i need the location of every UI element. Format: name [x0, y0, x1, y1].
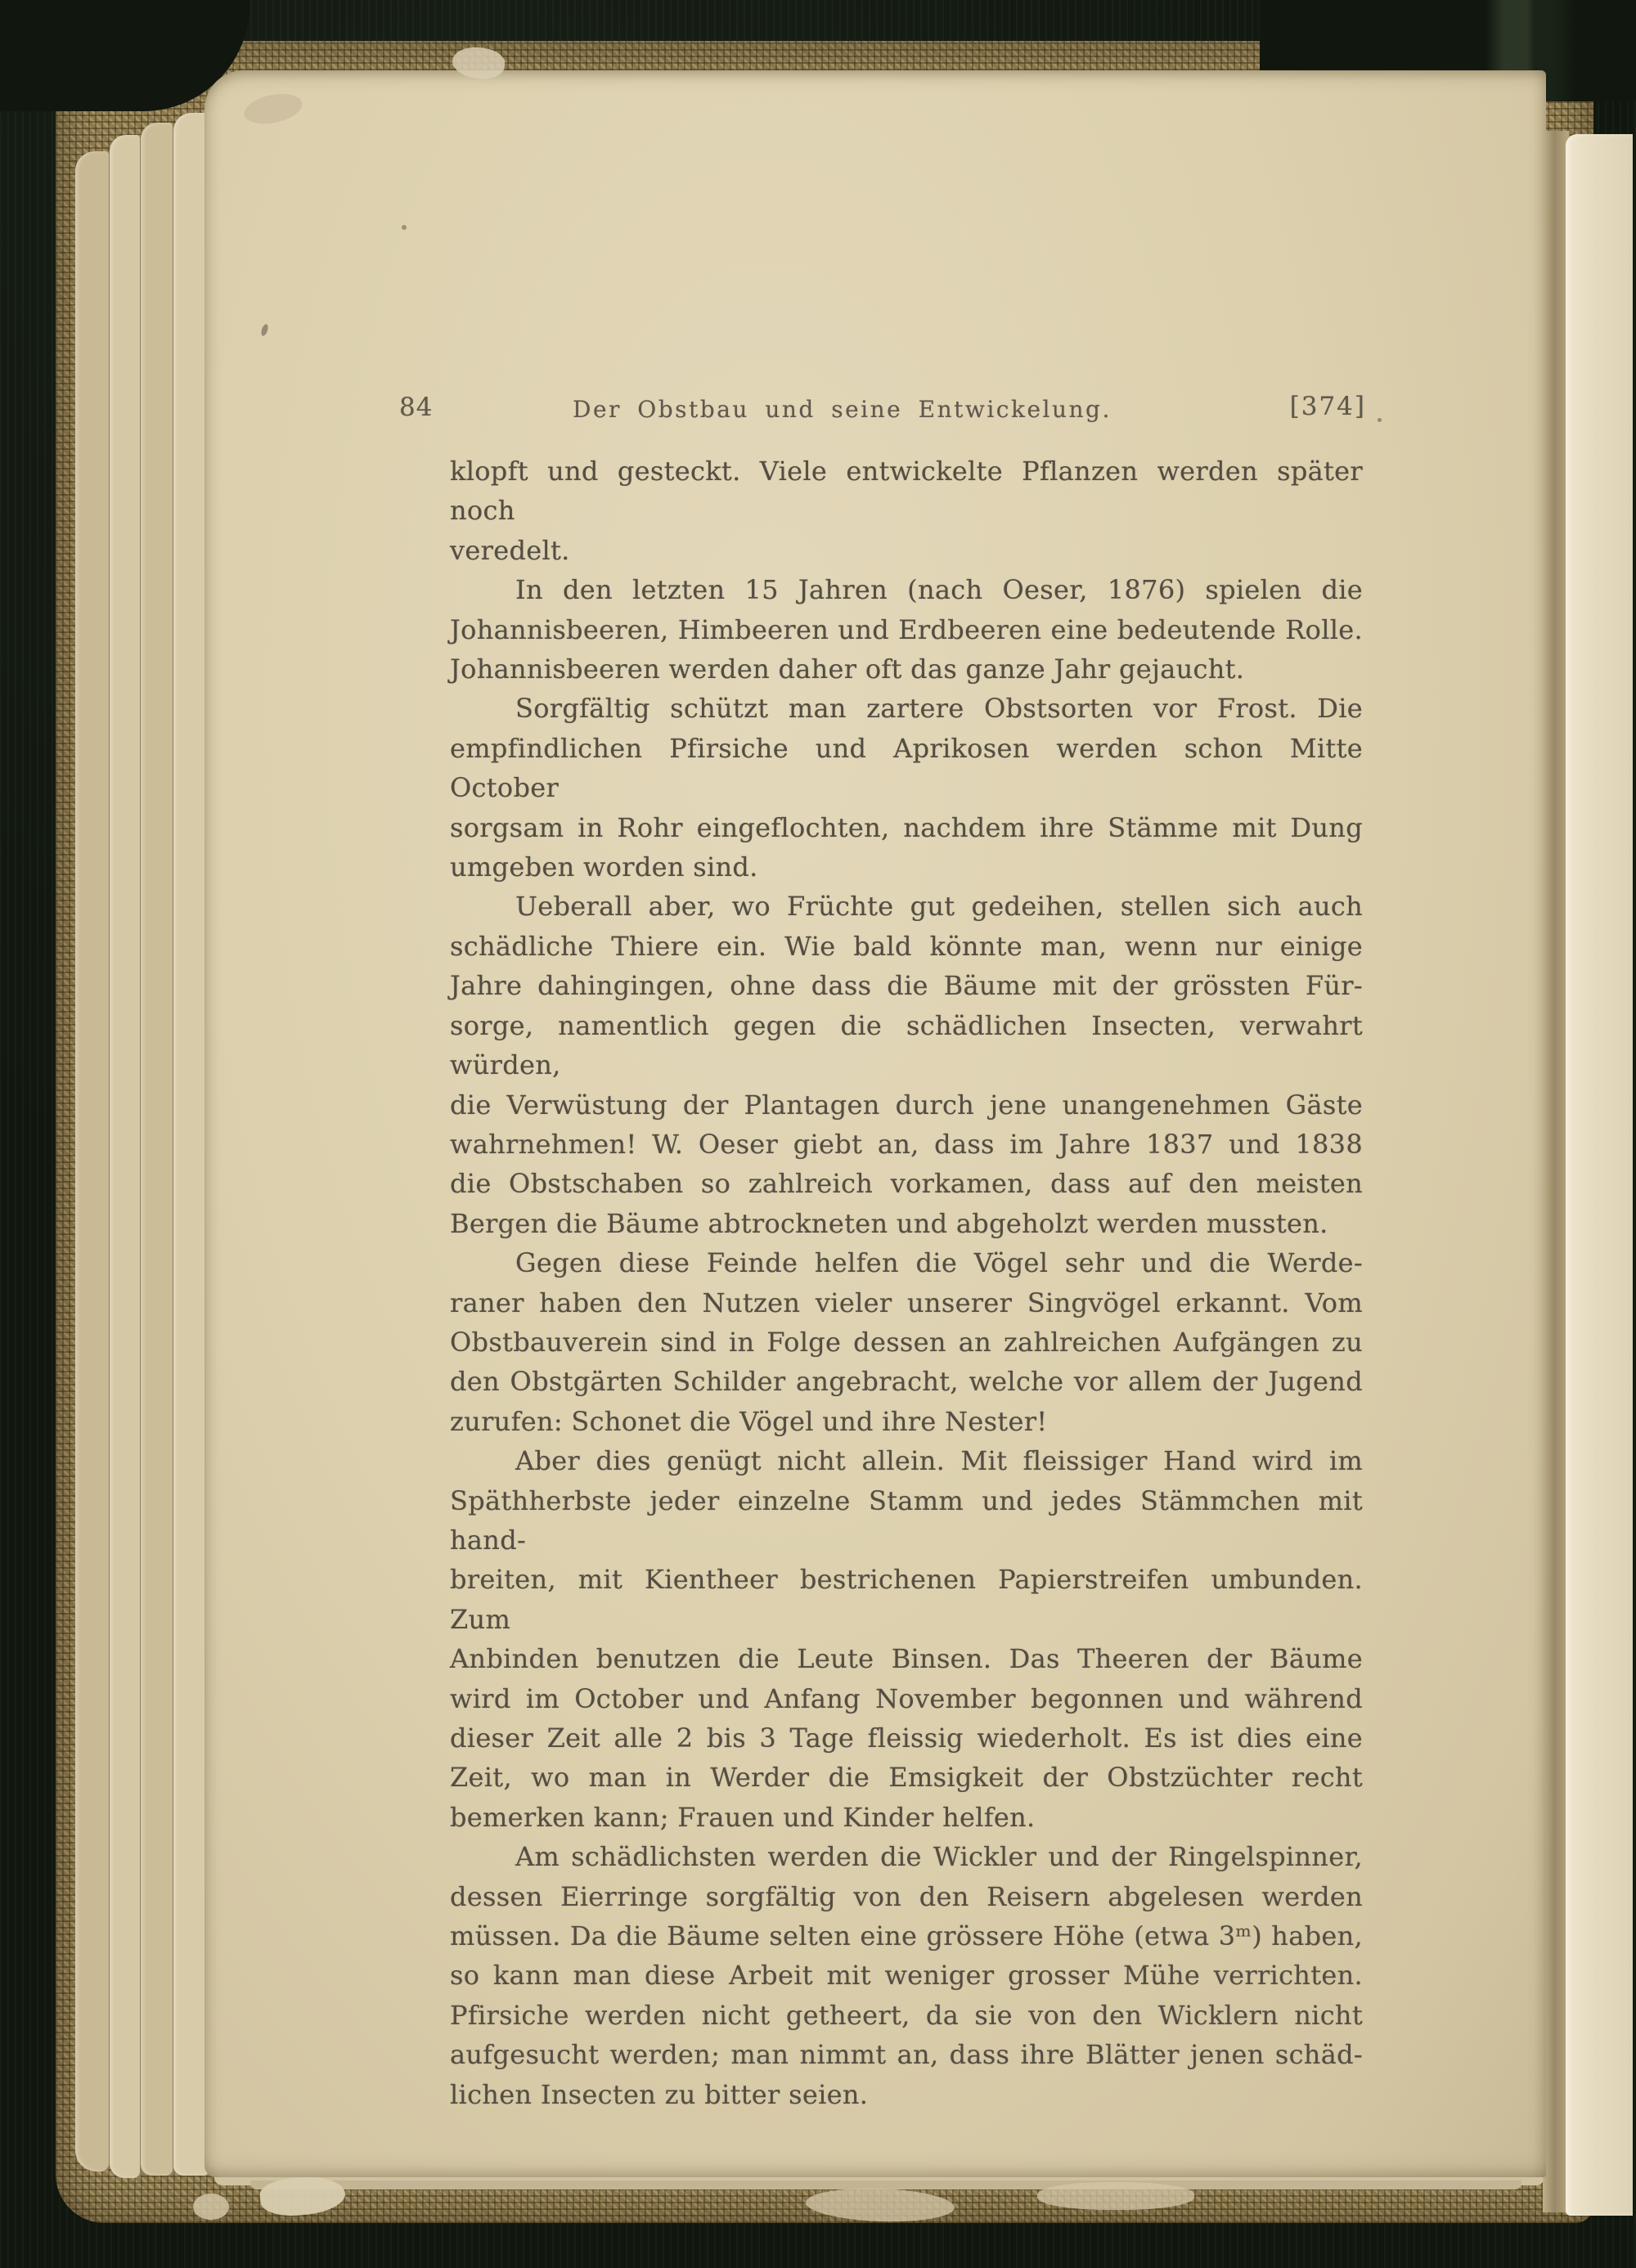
text-line: empfindlichen Pfirsiche und Aprikosen werden schon Mitte October	[450, 732, 1363, 804]
bracket-folio-number: [374]	[1289, 392, 1366, 421]
text-line: Gegen diese Feinde helfen die Vögel sehr und die Werde-	[515, 1247, 1363, 1279]
body-text	[450, 451, 1363, 2114]
text-line: Pfirsiche werden nicht getheert, da sie von den Wicklern nicht	[450, 1999, 1363, 2031]
text-line: wahrnehmen! W. Oeser giebt an, dass im Jahre 1837 und 1838	[450, 1128, 1363, 1160]
running-title: Der Obstbau und seine Entwickelung.	[573, 396, 1112, 423]
text-line: bemerken kann; Frauen und Kinder helfen.	[450, 1801, 1036, 1833]
text-line: umgeben worden sind.	[450, 851, 758, 883]
text-line: veredelt.	[450, 534, 570, 566]
text-line: Bergen die Bäume abtrockneten und abgeholzt werden mussten.	[450, 1207, 1328, 1239]
text-line: raner haben den Nutzen vieler unserer Singvögel erkannt. Vom	[450, 1287, 1363, 1318]
paper-fleck	[193, 2194, 229, 2220]
text-line: müssen. Da die Bäume selten eine grössere Höhe (etwa 3ᵐ) haben,	[450, 1920, 1363, 1952]
text-line: die Obstschaben so zahlreich vorkamen, dass auf den meisten	[450, 1168, 1363, 1200]
text-line: Ueberall aber, wo Früchte gut gedeihen, stellen sich auch	[515, 891, 1363, 923]
text-line: dieser Zeit alle 2 bis 3 Tage fleissig wiederholt. Es ist dies eine	[450, 1722, 1363, 1754]
text-line: schädliche Thiere ein. Wie bald könnte man, wenn nur einige	[450, 930, 1363, 962]
page-stack-edge	[141, 123, 175, 2176]
text-line: sorge, namentlich gegen die schädlichen Insecten, verwahrt würden,	[450, 1009, 1363, 1081]
text-line: Jahre dahingingen, ohne dass die Bäume mit der grössten Für-	[450, 970, 1363, 1002]
text-line: die Verwüstung der Plantagen durch jene unangenehmen Gäste	[450, 1089, 1363, 1121]
page-stack-edge	[75, 151, 111, 2171]
text-line: Zeit, wo man in Werder die Emsigkeit der Obstzüchter recht	[450, 1762, 1363, 1794]
text-line: wird im October und Anfang November begonnen und während	[450, 1682, 1363, 1714]
text-line: lichen Insecten zu bitter seien.	[450, 2078, 869, 2110]
text-line: Späthherbste jeder einzelne Stamm und jedes Stämmchen mit hand-	[450, 1484, 1363, 1556]
ink-speck	[1378, 418, 1382, 422]
text-line: Johannisbeeren, Himbeeren und Erdbeeren eine bedeutende Rolle.	[450, 613, 1363, 645]
paper-fleck	[1037, 2182, 1194, 2210]
ink-speck	[402, 225, 407, 230]
text-line: breiten, mit Kientheer bestrichenen Papierstreifen umbunden. Zum	[450, 1564, 1363, 1635]
text-line: Johannisbeeren werden daher oft das ganze Jahr gejaucht.	[450, 653, 1245, 685]
text-line: so kann man diese Arbeit mit weniger grosser Mühe verrichten.	[450, 1960, 1363, 1992]
text-line: In den letzten 15 Jahren (nach Oeser, 1876) spielen die	[515, 574, 1363, 606]
text-line: Aber dies genügt nicht allein. Mit fleissiger Hand wird im	[515, 1445, 1363, 1477]
text-line: sorgsam in Rohr eingeflochten, nachdem ihre Stämme mit Dung	[450, 811, 1363, 843]
text-line: klopft und gesteckt. Viele entwickelte Pflanzen werden später noch	[450, 456, 1363, 527]
text-line: Obstbauverein sind in Folge dessen an zahlreichen Aufgängen zu	[450, 1326, 1363, 1358]
text-line: Sorgfältig schützt man zartere Obstsorten vor Frost. Die	[515, 693, 1363, 725]
text-line: zurufen: Schonet die Vögel und ihre Nester!	[450, 1405, 1048, 1437]
text-line: dessen Eierringe sorgfältig von den Reisern abgelesen werden	[450, 1880, 1363, 1912]
text-line: den Obstgärten Schilder angebracht, welche vor allem der Jugend	[450, 1366, 1363, 1398]
text-line: Am schädlichsten werden die Wickler und der Ringelspinner,	[515, 1841, 1363, 1873]
page-number: 84	[399, 393, 434, 422]
text-line: Anbinden benutzen die Leute Binsen. Das Theeren der Bäume	[450, 1643, 1363, 1675]
facing-page-edge	[1566, 134, 1633, 2216]
text-line: aufgesucht werden; man nimmt an, dass ihre Blätter jenen schäd-	[450, 2039, 1363, 2071]
page-stack-edge	[110, 135, 142, 2178]
